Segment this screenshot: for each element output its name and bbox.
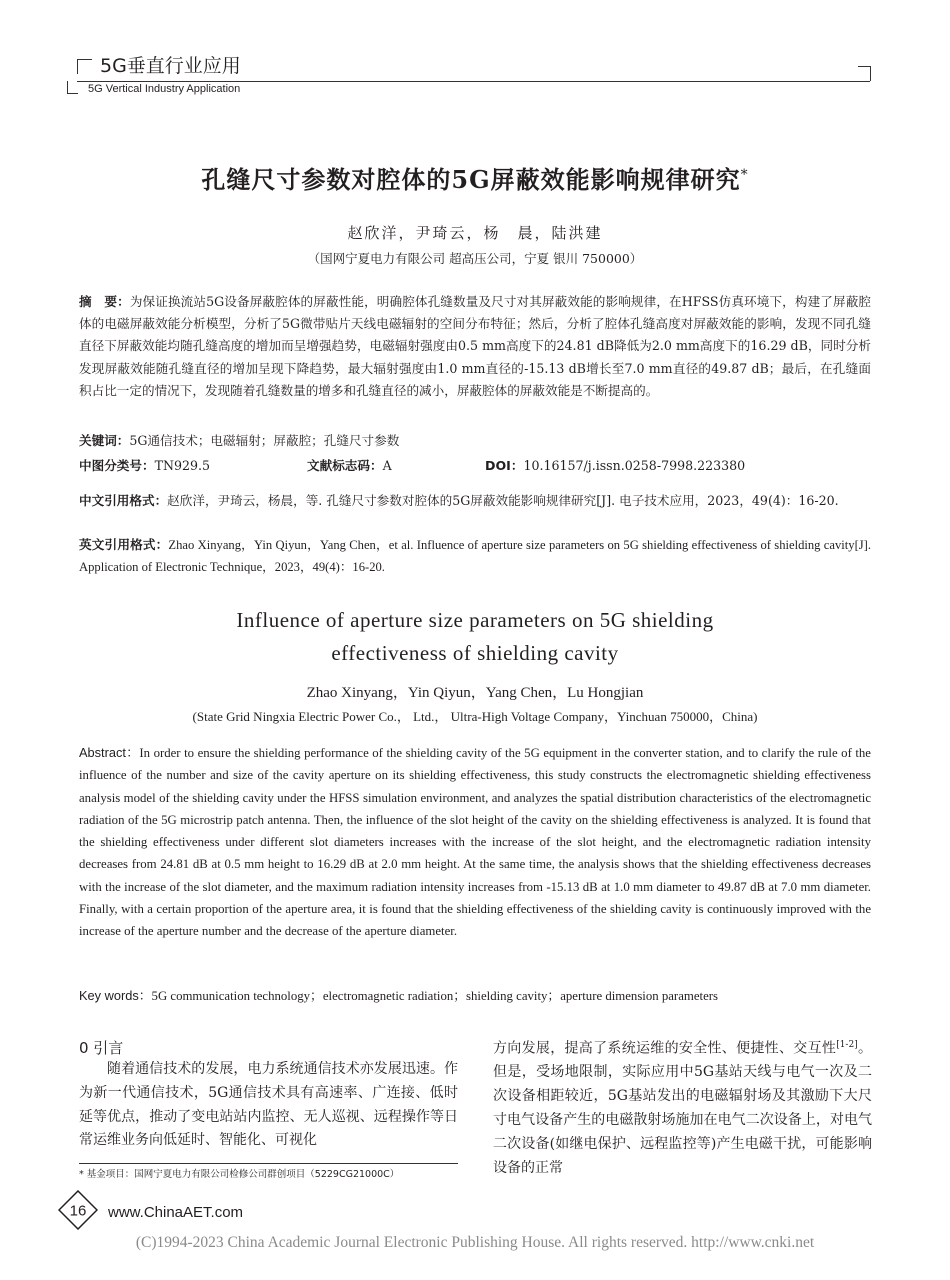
citation-cn <box>79 490 871 512</box>
journal-website: www.ChinaAET.com <box>108 1204 244 1221</box>
keywords-cn <box>79 430 871 452</box>
abstract-cn-label: 摘 要： <box>79 294 130 309</box>
header-rule <box>77 81 870 82</box>
abstract-cn-text: 为保证换流站5G设备屏蔽腔体的屏蔽性能，明确腔体孔缝数量及尺寸对其屏蔽效能的影响规律，在HFSS仿真环境下，构建了屏蔽腔体的电磁屏蔽效能分析模型，分析了5G微带贴片天线电磁辐射的空间分布特征；然后，分析了腔体孔缝高度对屏蔽效能的影响，发现不同孔缝直径下屏蔽效能均随孔缝高度的增加而呈增强趋势，电磁辐射强度由0.5 mm高度下的24.81 dB降低为2.0 mm高度下的16.29 dB，同时分析发现屏蔽效能随孔缝直径的增加呈现下降趋势，最大辐射强度由1.0 mm直径的-15.13 dB增长至7.0 mm直径的49.87 dB；最后，在孔缝面积占比一定的情况下，发现随着孔缝数量的增多和孔缝直径的减小，屏蔽腔体的屏蔽效能是不断提高的。 <box>79 294 872 398</box>
clc-value: TN929.5 <box>154 458 211 473</box>
affiliation-en: (State Grid Ningxia Electric Power Co.， Ltd.， Ultra-High Voltage Company，Yinchuan 750000，China) <box>192 709 758 724</box>
body-column-right <box>493 1034 872 1180</box>
section-header-cn: 5G垂直行业应用 <box>100 55 241 77</box>
title-footnote-mark: * <box>740 167 749 183</box>
doc-code-row <box>307 455 392 474</box>
keywords-en-label: Key words： <box>79 988 152 1003</box>
body-column-left <box>79 1058 458 1153</box>
citation-ref: [1-2] <box>836 1040 858 1050</box>
funding-footnote: * 基金项目：国网宁夏电力有限公司检修公司群创项目（5229CG21000C） <box>79 1169 400 1180</box>
header-corner-mark <box>77 59 92 74</box>
paper-title-en <box>0 604 950 670</box>
keywords-en <box>79 985 718 1004</box>
abstract-cn <box>79 291 871 402</box>
doi-label: DOI： <box>485 458 524 473</box>
citation-en-text: Zhao Xinyang，Yin Qiyun，Yang Chen，et al. Influence of aperture size parameters on 5G shielding effectiveness of shielding cavity[J]. Application of Electronic Technique，2023，49(4)：16-20. <box>79 538 872 575</box>
footnote-rule <box>79 1163 458 1164</box>
abstract-en-label: Abstract： <box>79 745 140 760</box>
page-number-badge <box>58 1190 98 1230</box>
page-number: 16 <box>69 1202 87 1220</box>
authors-cn: 赵欣洋，尹琦云，杨 晨，陆洪建 <box>347 224 603 242</box>
keywords-en-text: 5G communication technology；electromagnetic radiation；shielding cavity；aperture dimension parameters <box>151 989 718 1003</box>
clc-label: 中图分类号： <box>79 458 155 473</box>
citation-cn-label: 中文引用格式： <box>79 493 168 508</box>
title-en-line1: Influence of aperture size parameters on 5G shielding <box>236 608 714 632</box>
abstract-en-text: In order to ensure the shielding performance of the shielding cavity of the 5G equipment in the converter station, and to clarify the rule of the influence of the number and size of the cavity aperture on its shielding effectiveness, this study constructs the electromagnetic shielding effectiveness analysis model of the shielding cavity under the HFSS simulation environment, and analyzes the spatial distribution characteristics of the electromagnetic radiation of the 5G microstrip patch antenna. Then, the influence of the slot height of the cavity on the shielding effectiveness is analyzed. It is found that the shielding effectiveness under different slot diameters increases with the increase of the slot height, and the electromagnetic radiation intensity decreases from 24.81 dB at 0.5 mm height to 16.29 dB at 2.0 mm height. At the same time, the analysis shows that the shielding effectiveness decreases with the increase of the slot diameter, and the maximum radiation intensity increases from -15.13 dB at 1.0 mm diameter to 49.87 dB at 7.0 mm diameter. Finally, with a certain proportion of the aperture area, it is found that the shielding effectiveness of the shielding cavity is continuously improved with the increase of the aperture number and the decrease of the aperture diameter. <box>79 746 871 939</box>
doi-value: 10.16157/j.issn.0258-7998.223380 <box>523 458 746 473</box>
section-heading-introduction: 0 引言 <box>79 1039 124 1057</box>
citation-cn-text: 赵欣洋，尹琦云，杨晨，等. 孔缝尺寸参数对腔体的5G屏蔽效能影响规律研究[J]. 电子技术应用，2023，49(4)：16-20. <box>167 493 839 508</box>
intro-right-text-a: 方向发展，提高了系统运维的安全性、便捷性、交互性 <box>493 1040 837 1057</box>
affiliation-cn: （国网宁夏电力有限公司 超高压公司，宁夏 银川 750000） <box>307 251 643 266</box>
classification-row <box>79 455 210 474</box>
keywords-cn-label: 关键词： <box>79 433 130 448</box>
copyright-notice: (C)1994-2023 China Academic Journal Electronic Publishing House. All rights reserved. http://www.cnki.net <box>135 1234 815 1251</box>
doi-row <box>485 455 745 474</box>
title-text: 孔缝尺寸参数对腔体的5G屏蔽效能影响规律研究 <box>201 165 741 194</box>
paper-title-cn <box>0 160 950 195</box>
header-corner-mark <box>67 81 78 94</box>
keywords-cn-text: 5G通信技术；电磁辐射；屏蔽腔；孔缝尺寸参数 <box>129 433 400 448</box>
title-en-line2: effectiveness of shielding cavity <box>331 641 619 665</box>
abstract-en <box>79 742 871 943</box>
doc-code-label: 文献标志码： <box>307 458 383 473</box>
citation-en <box>79 534 871 578</box>
section-header-en: 5G Vertical Industry Application <box>88 83 241 95</box>
intro-right-text-b: 。但是，受场地限制，实际应用中5G基站天线与电气一次及二次设备相距较近，5G基站发出的电磁辐射场及其激励下大尺寸电气设备产生的电磁散射场施加在电气二次设备上，对电气二次设备(如继电保护、远程监控等)产生电磁干扰，可能影响设备的正常 <box>493 1040 873 1176</box>
header-corner-mark <box>858 66 871 81</box>
doc-code-value: A <box>382 458 392 473</box>
citation-en-label: 英文引用格式： <box>79 537 169 552</box>
intro-left-text: 随着通信技术的发展，电力系统通信技术亦发展迅速。作为新一代通信技术，5G通信技术具有高速率、广连接、低时延等优点，推动了变电站站内监控、无人巡视、远程操作等日常运维业务向低延时、智能化、可视化 <box>79 1061 458 1149</box>
authors-en: Zhao Xinyang，Yin Qiyun，Yang Chen，Lu Hongjian <box>306 685 644 701</box>
